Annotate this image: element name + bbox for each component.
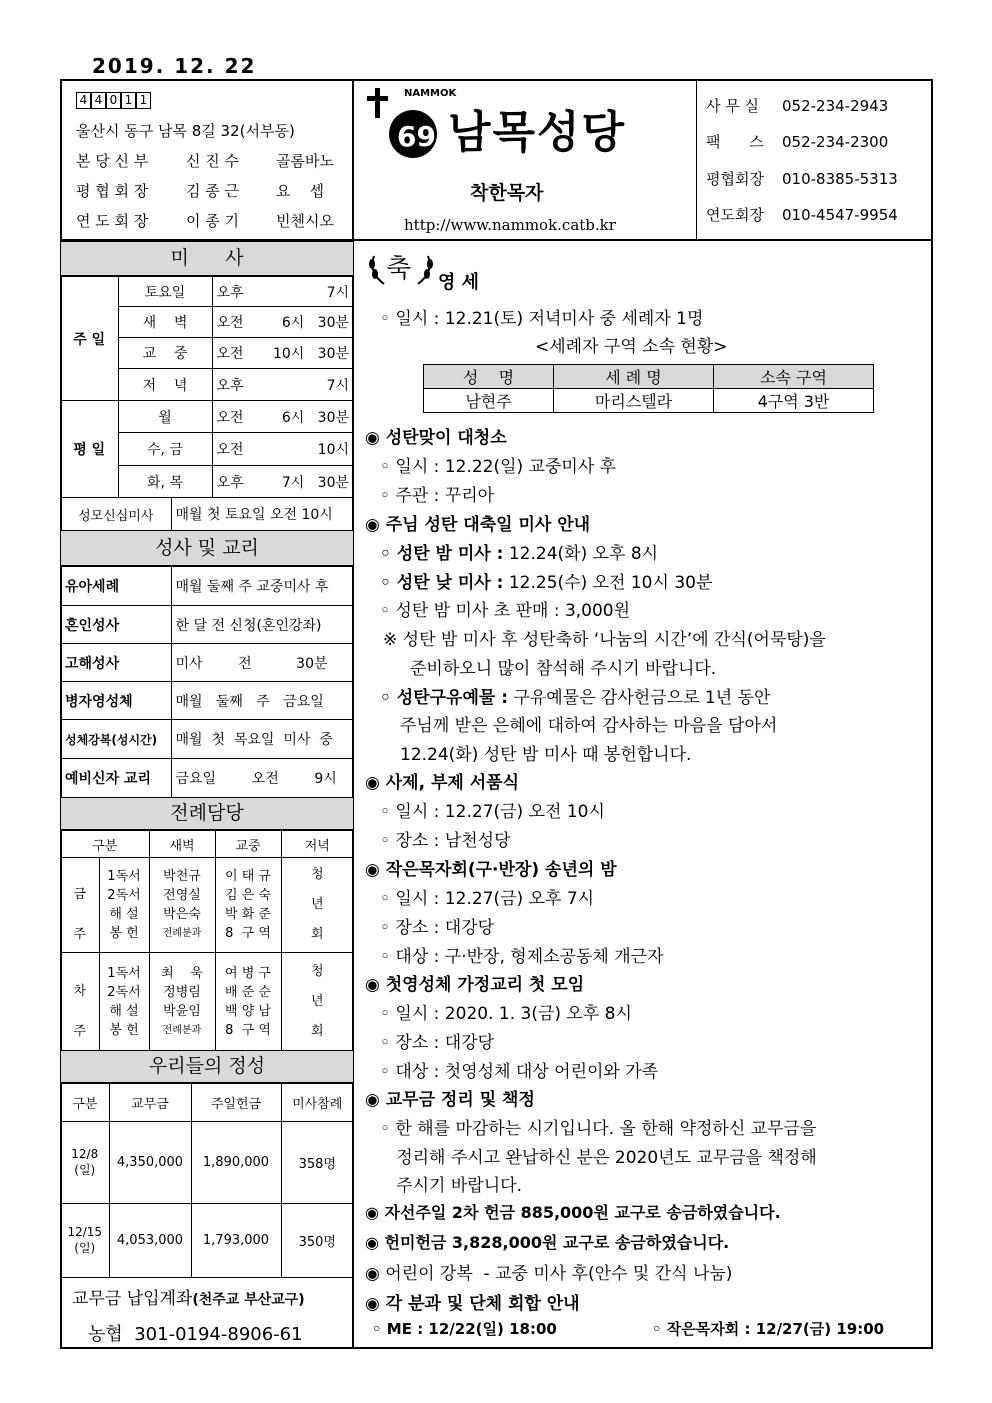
offering-table bbox=[61, 1083, 353, 1278]
date-line: (일) bbox=[74, 1163, 96, 1177]
role: 2독서 bbox=[107, 888, 141, 903]
announcement-line: ◦ 일시 : 12.22(일) 교중미사 후 bbox=[380, 457, 617, 477]
account-sub-text: (천주교 부산교구) bbox=[192, 1292, 305, 1308]
liturgy-header: 교중 bbox=[215, 831, 281, 858]
mass-ampm: 오전 bbox=[212, 338, 257, 369]
announcement-line: ◦ 대상 : 구·반장, 형제소공동체 개근자 bbox=[380, 947, 664, 967]
mass-time: 6시 30분 bbox=[257, 401, 353, 433]
announcement-head: ◉ 작은목자회(구·반장) 송년의 밤 bbox=[365, 860, 617, 880]
announcement-line: ◦ 주관 : 꾸리아 bbox=[380, 486, 495, 506]
mass-day: 수, 금 bbox=[118, 433, 212, 466]
baptism-header: 세 례 명 bbox=[554, 365, 714, 389]
mass-ampm: 오후 bbox=[212, 466, 257, 498]
baptism-line: ◦ 일시 : 12.21(토) 저녁미사 중 세례자 1명 bbox=[380, 309, 704, 329]
zip-digit: 4 bbox=[76, 92, 91, 109]
marian-mass-value: 매월 첫 토요일 오전 10시 bbox=[171, 498, 353, 531]
bottom-notice: ◉ 헌미헌금 3,828,000원 교구로 송금하였습니다. bbox=[365, 1233, 730, 1252]
svg-text:69: 69 bbox=[397, 120, 436, 153]
sacrament-value: 미사 전 30분 bbox=[171, 644, 353, 682]
bulletin-date: 2019. 12. 22 bbox=[92, 54, 257, 78]
announcement-head: ◉ 사제, 부제 서품식 bbox=[365, 773, 520, 793]
mass-day: 저 녁 bbox=[118, 369, 212, 401]
week-char: 주 bbox=[73, 927, 87, 942]
liturgy-dawn bbox=[149, 858, 215, 953]
person: 박윤임 bbox=[163, 1003, 201, 1019]
liturgy-evening bbox=[281, 858, 353, 953]
staff-row bbox=[76, 150, 334, 171]
liturgy-roles bbox=[99, 858, 149, 953]
weekday-label: 평 일 bbox=[61, 401, 118, 498]
week-label bbox=[61, 858, 99, 953]
person: 전례분과 bbox=[162, 928, 202, 939]
zip-digit: 4 bbox=[91, 92, 106, 109]
mass-time: 7시 30분 bbox=[257, 466, 353, 498]
announcement-head: ◉ 성탄맞이 대청소 bbox=[365, 428, 507, 448]
role: 1독서 bbox=[107, 869, 141, 884]
baptism-cell: 마리스텔라 bbox=[554, 389, 714, 413]
person: 박은숙 bbox=[163, 907, 201, 922]
christmas-gift bbox=[380, 683, 770, 708]
person: 백 양 남 bbox=[225, 1003, 271, 1019]
person: 전영실 bbox=[163, 888, 201, 903]
offering-date bbox=[61, 1204, 109, 1278]
bottom-notice: ◉ 자선주일 2차 헌금 885,000원 교구로 송금하였습니다. bbox=[365, 1203, 781, 1222]
sacrament-value: 한 달 전 신청(혼인강좌) bbox=[171, 606, 353, 644]
announcement-line: 주시기 바랍니다. bbox=[380, 1176, 522, 1196]
liturgy-dawn bbox=[149, 953, 215, 1051]
contact-divider bbox=[696, 79, 697, 240]
staff-role: 평 협 회 장 bbox=[76, 182, 149, 200]
contact-value: 010-8385-5313 bbox=[782, 170, 898, 188]
mass-time: 7시 bbox=[257, 369, 353, 401]
liturgy-header: 구분 bbox=[61, 831, 149, 858]
person: 박 화 준 bbox=[225, 907, 271, 922]
announcement-head: ◉ 교무금 정리 및 책정 bbox=[365, 1090, 535, 1110]
contact-value: 052-234-2300 bbox=[782, 133, 889, 151]
contact-value: 010-4547-9954 bbox=[782, 206, 898, 224]
marian-mass-table bbox=[61, 497, 353, 531]
offering-header: 구분 bbox=[61, 1084, 109, 1122]
zip-digit: 1 bbox=[136, 92, 151, 109]
person: 여 병 구 bbox=[225, 965, 271, 981]
christmas-note: ※ 성탄 밤 미사 후 성탄축하 ‘나눔의 시간’에 간식(어묵탕)을 bbox=[383, 630, 826, 650]
date-line: 12/8 bbox=[71, 1147, 99, 1161]
baptism-cell: 남현주 bbox=[424, 389, 554, 413]
staff-baptism: 빈첸시오 bbox=[276, 212, 334, 230]
person: 최 욱 bbox=[161, 965, 203, 981]
announcement-line: ◦ 일시 : 12.27(금) 오전 10시 bbox=[380, 802, 605, 822]
christmas-gift-text: 주님께 받은 은혜에 대하여 감사하는 마음을 담아서 bbox=[400, 716, 778, 736]
contact-value: 052-234-2943 bbox=[782, 97, 889, 115]
announcement-head: ◉ 주님 성탄 대축일 미사 안내 bbox=[365, 515, 591, 535]
role: 해 설 bbox=[109, 907, 139, 922]
marian-mass-label: 성모신심미사 bbox=[61, 498, 171, 531]
mass-time: 10시 30분 bbox=[257, 338, 353, 369]
evening-char: 년 bbox=[310, 993, 324, 1009]
baptism-header: 소속 구역 bbox=[714, 365, 874, 389]
liturgy-main bbox=[215, 858, 281, 953]
sacrament-label: 고해성사 bbox=[61, 644, 171, 682]
mass-time: 6시 30분 bbox=[257, 307, 353, 338]
staff-row bbox=[76, 180, 324, 201]
evening-char: 청 bbox=[310, 867, 324, 882]
announcement-line: ◦ 한 해를 마감하는 시기입니다. 올 한해 약정하신 교무금을 bbox=[380, 1119, 817, 1139]
account-title bbox=[72, 1284, 305, 1309]
offering-attend: 350명 bbox=[281, 1204, 353, 1278]
bottom-notice: ◉ 어린이 강복 - 교중 미사 후(안수 및 간식 나눔) bbox=[365, 1264, 733, 1284]
liturgy-title: 전례담당 bbox=[61, 797, 353, 830]
sacrament-label: 성체강복(성시간) bbox=[61, 720, 171, 759]
zip-code bbox=[76, 92, 151, 109]
mass-day: 월 bbox=[118, 401, 212, 433]
role: 해 설 bbox=[109, 1003, 139, 1019]
announcement-line: ◦ 대상 : 첫영성체 대상 어린이와 가족 bbox=[380, 1062, 659, 1082]
mass-time: 7시 bbox=[257, 277, 353, 307]
christmas-night-label: ◦ 성탄 밤 미사 : bbox=[380, 544, 504, 564]
liturgy-table bbox=[61, 830, 353, 1051]
week-label bbox=[61, 953, 99, 1051]
role: 2독서 bbox=[107, 984, 141, 1000]
mass-table bbox=[61, 276, 353, 498]
person: 박천규 bbox=[163, 869, 201, 884]
person: 배 준 순 bbox=[225, 984, 271, 1000]
staff-baptism: 골롬바노 bbox=[276, 152, 334, 170]
baptism-header: 성 명 bbox=[424, 365, 554, 389]
mass-day: 새 벽 bbox=[118, 307, 212, 338]
sacraments-title: 성사 및 교리 bbox=[61, 530, 353, 566]
sacrament-label: 병자영성체 bbox=[61, 682, 171, 720]
christmas-day-time: 12.25(수) 오전 10시 30분 bbox=[503, 573, 713, 593]
announcement-head: ◉ 첫영성체 가정교리 첫 모임 bbox=[365, 975, 585, 995]
week-char: 주 bbox=[73, 1023, 87, 1039]
contact-label: 연도회장 bbox=[706, 206, 764, 224]
liturgy-roles bbox=[99, 953, 149, 1051]
person: 김 은 숙 bbox=[225, 888, 271, 903]
contact-label: 팩 스 bbox=[706, 133, 764, 151]
account-number: 농협 301-0194-8906-61 bbox=[88, 1324, 303, 1345]
role: 봉 헌 bbox=[109, 926, 139, 941]
contact-row bbox=[706, 95, 888, 116]
sacraments-table bbox=[61, 566, 353, 798]
liturgy-main bbox=[215, 953, 281, 1051]
mass-ampm: 오전 bbox=[212, 307, 257, 338]
christmas-note: 준비하오니 많이 참석해 주시기 바랍니다. bbox=[410, 659, 717, 679]
offering-sunday: 1,890,000 bbox=[191, 1122, 281, 1204]
zip-digit: 1 bbox=[121, 92, 136, 109]
offering-tithe: 4,350,000 bbox=[109, 1122, 191, 1204]
mass-ampm: 오후 bbox=[212, 277, 257, 307]
baptism-table-title: <세례자 구역 소속 현황> bbox=[535, 337, 728, 357]
meeting-shepherds: ◦ 작은목자회 : 12/27(금) 19:00 bbox=[652, 1320, 885, 1338]
liturgy-evening bbox=[281, 953, 353, 1051]
mass-day: 토요일 bbox=[118, 277, 212, 307]
announcement-line: ◦ 장소 : 대강당 bbox=[380, 1033, 495, 1053]
christmas-day bbox=[380, 568, 712, 593]
staff-role: 본 당 신 부 bbox=[76, 152, 149, 170]
bottom-notice: ◉ 각 분과 및 단체 회합 안내 bbox=[365, 1294, 580, 1314]
candle-sale: ◦ 성탄 밤 미사 초 판매 : 3,000원 bbox=[380, 601, 631, 621]
person: 이 태 규 bbox=[225, 869, 271, 884]
contact-row bbox=[706, 204, 898, 225]
account-title-text: 교무금 납입계좌 bbox=[72, 1289, 193, 1309]
sacrament-label: 유아세례 bbox=[61, 567, 171, 606]
evening-char: 회 bbox=[310, 927, 324, 942]
offering-attend: 358명 bbox=[281, 1122, 353, 1204]
person: 8 구 역 bbox=[225, 926, 271, 941]
meeting-me: ◦ ME : 12/22(일) 18:00 bbox=[372, 1320, 557, 1338]
church-name: 남목성당 bbox=[448, 107, 627, 158]
mass-ampm: 오전 bbox=[212, 433, 257, 466]
sacrament-value: 매월 둘째 주 금요일 bbox=[171, 682, 353, 720]
announcement-line: 정리해 주시고 완납하신 분은 2020년도 교무금을 책정해 bbox=[380, 1148, 817, 1168]
mass-day: 화, 목 bbox=[118, 466, 212, 498]
role: 봉 헌 bbox=[109, 1022, 139, 1038]
sacrament-value: 금요일 오전 9시 bbox=[171, 759, 353, 798]
offering-tithe: 4,053,000 bbox=[109, 1204, 191, 1278]
evening-char: 년 bbox=[310, 897, 324, 912]
announcement-line: ◦ 일시 : 2020. 1. 3(금) 오후 8시 bbox=[380, 1004, 632, 1024]
mass-time: 10시 bbox=[257, 433, 353, 466]
date-line: 12/15 bbox=[67, 1225, 103, 1239]
staff-role: 연 도 회 장 bbox=[76, 212, 149, 230]
staff-row bbox=[76, 210, 334, 231]
offering-header: 교무금 bbox=[109, 1084, 191, 1122]
christmas-day-label: ◦ 성탄 낮 미사 : bbox=[380, 573, 504, 593]
announcement-line: ◦ 장소 : 남천성당 bbox=[380, 831, 511, 851]
christmas-night-time: 12.24(화) 오후 8시 bbox=[503, 544, 659, 564]
staff-baptism: 요 셉 bbox=[276, 182, 325, 200]
person: 8 구 역 bbox=[225, 1022, 271, 1038]
sacrament-label: 혼인성사 bbox=[61, 606, 171, 644]
liturgy-header: 새벽 bbox=[149, 831, 215, 858]
christmas-gift-text: 구유예물은 감사헌금으로 1년 동안 bbox=[508, 688, 771, 708]
celebration-badge bbox=[366, 246, 436, 288]
baptism-title: 영 세 bbox=[438, 272, 480, 293]
evening-char: 청 bbox=[310, 963, 324, 979]
bulletin-subtitle: 착한목자 bbox=[470, 182, 544, 204]
role: 1독서 bbox=[107, 965, 141, 981]
sacrament-value: 매월 첫 목요일 미사 중 bbox=[171, 720, 353, 759]
staff-name: 김 종 근 bbox=[186, 182, 240, 200]
baptism-cell: 4구역 3반 bbox=[714, 389, 874, 413]
announcement-line: ◦ 장소 : 대강당 bbox=[380, 918, 495, 938]
date-line: (일) bbox=[74, 1241, 96, 1255]
staff-name: 이 종 기 bbox=[186, 212, 240, 230]
contact-row bbox=[706, 168, 898, 189]
contact-label: 사 무 실 bbox=[706, 97, 760, 115]
mass-day: 교 중 bbox=[118, 338, 212, 369]
announcement-line: ◦ 일시 : 12.27(금) 오후 7시 bbox=[380, 889, 595, 909]
christmas-night bbox=[380, 539, 658, 564]
baptism-table bbox=[423, 364, 874, 413]
sacrament-value: 매월 둘째 주 교중미사 후 bbox=[171, 567, 353, 606]
sacrament-label: 예비신자 교리 bbox=[61, 759, 171, 798]
contact-row bbox=[706, 131, 888, 152]
badge-text: 축 bbox=[386, 254, 412, 284]
offering-header: 주일헌금 bbox=[191, 1084, 281, 1122]
logo-small-text: NAMMOK bbox=[404, 88, 457, 99]
liturgy-header: 저녁 bbox=[281, 831, 353, 858]
person: 정병림 bbox=[163, 984, 201, 1000]
christmas-gift-label: ◦ 성탄구유예물 : bbox=[380, 688, 509, 708]
christmas-gift-text: 12.24(화) 성탄 밤 미사 때 봉헌합니다. bbox=[400, 745, 692, 765]
evening-char: 회 bbox=[310, 1023, 324, 1039]
offering-date bbox=[61, 1122, 109, 1204]
week-char: 차 bbox=[73, 983, 87, 999]
contact-label: 평협회장 bbox=[706, 170, 764, 188]
address: 울산시 동구 남목 8길 32(서부동) bbox=[76, 122, 295, 140]
offering-title: 우리들의 정성 bbox=[61, 1050, 353, 1083]
offering-header: 미사참례 bbox=[281, 1084, 353, 1122]
sunday-label: 주 일 bbox=[61, 277, 118, 401]
person: 전례분과 bbox=[162, 1024, 202, 1036]
website-link[interactable]: http://www.nammok.catb.kr bbox=[404, 216, 616, 234]
zip-digit: 0 bbox=[106, 92, 121, 109]
mass-ampm: 오후 bbox=[212, 369, 257, 401]
mass-ampm: 오전 bbox=[212, 401, 257, 433]
offering-sunday: 1,793,000 bbox=[191, 1204, 281, 1278]
staff-name: 신 진 수 bbox=[186, 152, 240, 170]
week-char: 금 bbox=[73, 887, 87, 902]
mass-title: 미 사 bbox=[61, 241, 353, 276]
